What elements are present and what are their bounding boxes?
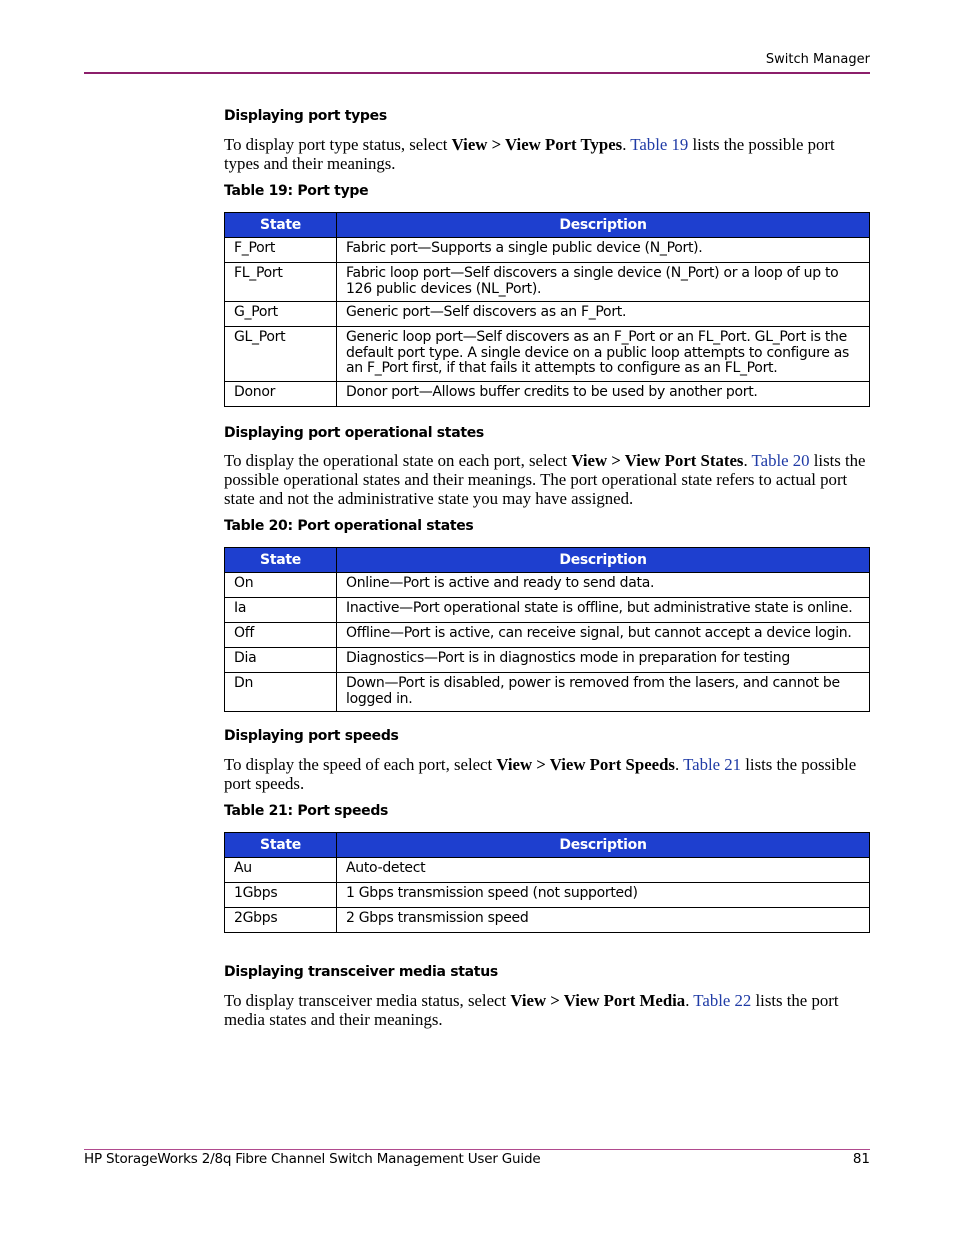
- data-table: [224, 212, 870, 407]
- header-rule: [84, 72, 870, 74]
- table-row: [225, 648, 870, 673]
- table-cell: Ia: [225, 598, 337, 623]
- table-cell: Offline—Port is active, can receive signal, but cannot accept a device login.: [337, 623, 870, 648]
- section-paragraph: [224, 135, 870, 173]
- section-heading: Displaying port operational states: [224, 425, 484, 441]
- table-cell: Inactive—Port operational state is offline, but administrative state is online.: [337, 598, 870, 623]
- paragraph-text: .: [685, 991, 694, 1010]
- column-header: State: [225, 213, 337, 238]
- table-row: [225, 263, 870, 302]
- table-row: [225, 238, 870, 263]
- table-caption: Table 21: Port speeds: [224, 803, 389, 819]
- data-table: [224, 832, 870, 933]
- paragraph-text: .: [622, 135, 631, 154]
- table-cell: Generic port—Self discovers as an F_Port.: [337, 302, 870, 327]
- paragraph-text: To display the speed of each port, select: [224, 755, 497, 774]
- table-row: [225, 623, 870, 648]
- menu-path: View > View Port Types: [451, 135, 623, 154]
- table-link[interactable]: Table 20: [751, 451, 810, 470]
- table-row: [225, 573, 870, 598]
- paragraph-text: .: [674, 755, 684, 774]
- table-cell: G_Port: [225, 302, 337, 327]
- table-row: [225, 673, 870, 712]
- column-header: Description: [337, 833, 870, 858]
- table-row: [225, 302, 870, 327]
- table-cell: Donor: [225, 381, 337, 406]
- section-heading: Displaying transceiver media status: [224, 964, 498, 980]
- data-table: [224, 547, 870, 712]
- paragraph-text: lists the possible operational states and their meanings. The port operational state refers to actual port state and not the administrative state you may have assigned.: [224, 451, 866, 508]
- table-row: [225, 598, 870, 623]
- table-cell: Fabric port—Supports a single public device (N_Port).: [337, 238, 870, 263]
- paragraph-text: To display the operational state on each port, select: [224, 451, 572, 470]
- paragraph-text: To display transceiver media status, select: [224, 991, 511, 1010]
- paragraph-text: .: [743, 451, 752, 470]
- section-paragraph: [224, 451, 870, 508]
- table-link[interactable]: Table 21: [683, 755, 742, 774]
- table-cell: 2 Gbps transmission speed: [337, 908, 870, 933]
- footer-rule: [84, 1149, 870, 1150]
- table-cell: Dn: [225, 673, 337, 712]
- paragraph-text: To display port type status, select: [224, 135, 452, 154]
- column-header: Description: [337, 213, 870, 238]
- table-cell: 1 Gbps transmission speed (not supported): [337, 883, 870, 908]
- table-cell: On: [225, 573, 337, 598]
- section-paragraph: [224, 755, 870, 793]
- menu-path: View > View Port Media: [510, 991, 686, 1010]
- table-cell: Diagnostics—Port is in diagnostics mode in preparation for testing: [337, 648, 870, 673]
- table-cell: 2Gbps: [225, 908, 337, 933]
- paragraph-text: lists the possible port speeds.: [224, 755, 857, 793]
- footer-title: HP StorageWorks 2/8q Fibre Channel Switch Management User Guide: [84, 1151, 541, 1167]
- paragraph-text: lists the port media states and their meanings.: [224, 991, 839, 1029]
- table-cell: Donor port—Allows buffer credits to be used by another port.: [337, 381, 870, 406]
- table-row: [225, 883, 870, 908]
- section-heading: Displaying port speeds: [224, 728, 399, 744]
- table-cell: Online—Port is active and ready to send data.: [337, 573, 870, 598]
- table-cell: GL_Port: [225, 327, 337, 382]
- column-header: State: [225, 833, 337, 858]
- running-header: Switch Manager: [765, 52, 870, 67]
- table-link[interactable]: Table 19: [630, 135, 689, 154]
- table-cell: Down—Port is disabled, power is removed from the lasers, and cannot be logged in.: [337, 673, 870, 712]
- table-row: [225, 858, 870, 883]
- table-caption: Table 19: Port type: [224, 183, 369, 199]
- section-heading: Displaying port types: [224, 108, 387, 124]
- paragraph-text: lists the possible port types and their meanings.: [224, 135, 835, 173]
- section-paragraph: [224, 991, 870, 1029]
- table-cell: 1Gbps: [225, 883, 337, 908]
- column-header: State: [225, 548, 337, 573]
- table-row: [225, 327, 870, 382]
- table-cell: Au: [225, 858, 337, 883]
- table-link[interactable]: Table 22: [693, 991, 752, 1010]
- table-row: [225, 381, 870, 406]
- table-cell: Generic loop port—Self discovers as an F_Port or an FL_Port. GL_Port is the default port type. A single device on a public loop attempts to configure as an F_Port first, if that fails it attempts to configure as an FL_Port.: [337, 327, 870, 382]
- table-cell: Fabric loop port—Self discovers a single device (N_Port) or a loop of up to 126 public devices (NL_Port).: [337, 263, 870, 302]
- table-cell: F_Port: [225, 238, 337, 263]
- table-cell: Off: [225, 623, 337, 648]
- table-cell: FL_Port: [225, 263, 337, 302]
- menu-path: View > View Port States: [571, 451, 744, 470]
- column-header: Description: [337, 548, 870, 573]
- page-number: 81: [852, 1151, 870, 1167]
- menu-path: View > View Port Speeds: [496, 755, 675, 774]
- table-caption: Table 20: Port operational states: [224, 518, 474, 534]
- table-cell: Auto-detect: [337, 858, 870, 883]
- table-row: [225, 908, 870, 933]
- table-cell: Dia: [225, 648, 337, 673]
